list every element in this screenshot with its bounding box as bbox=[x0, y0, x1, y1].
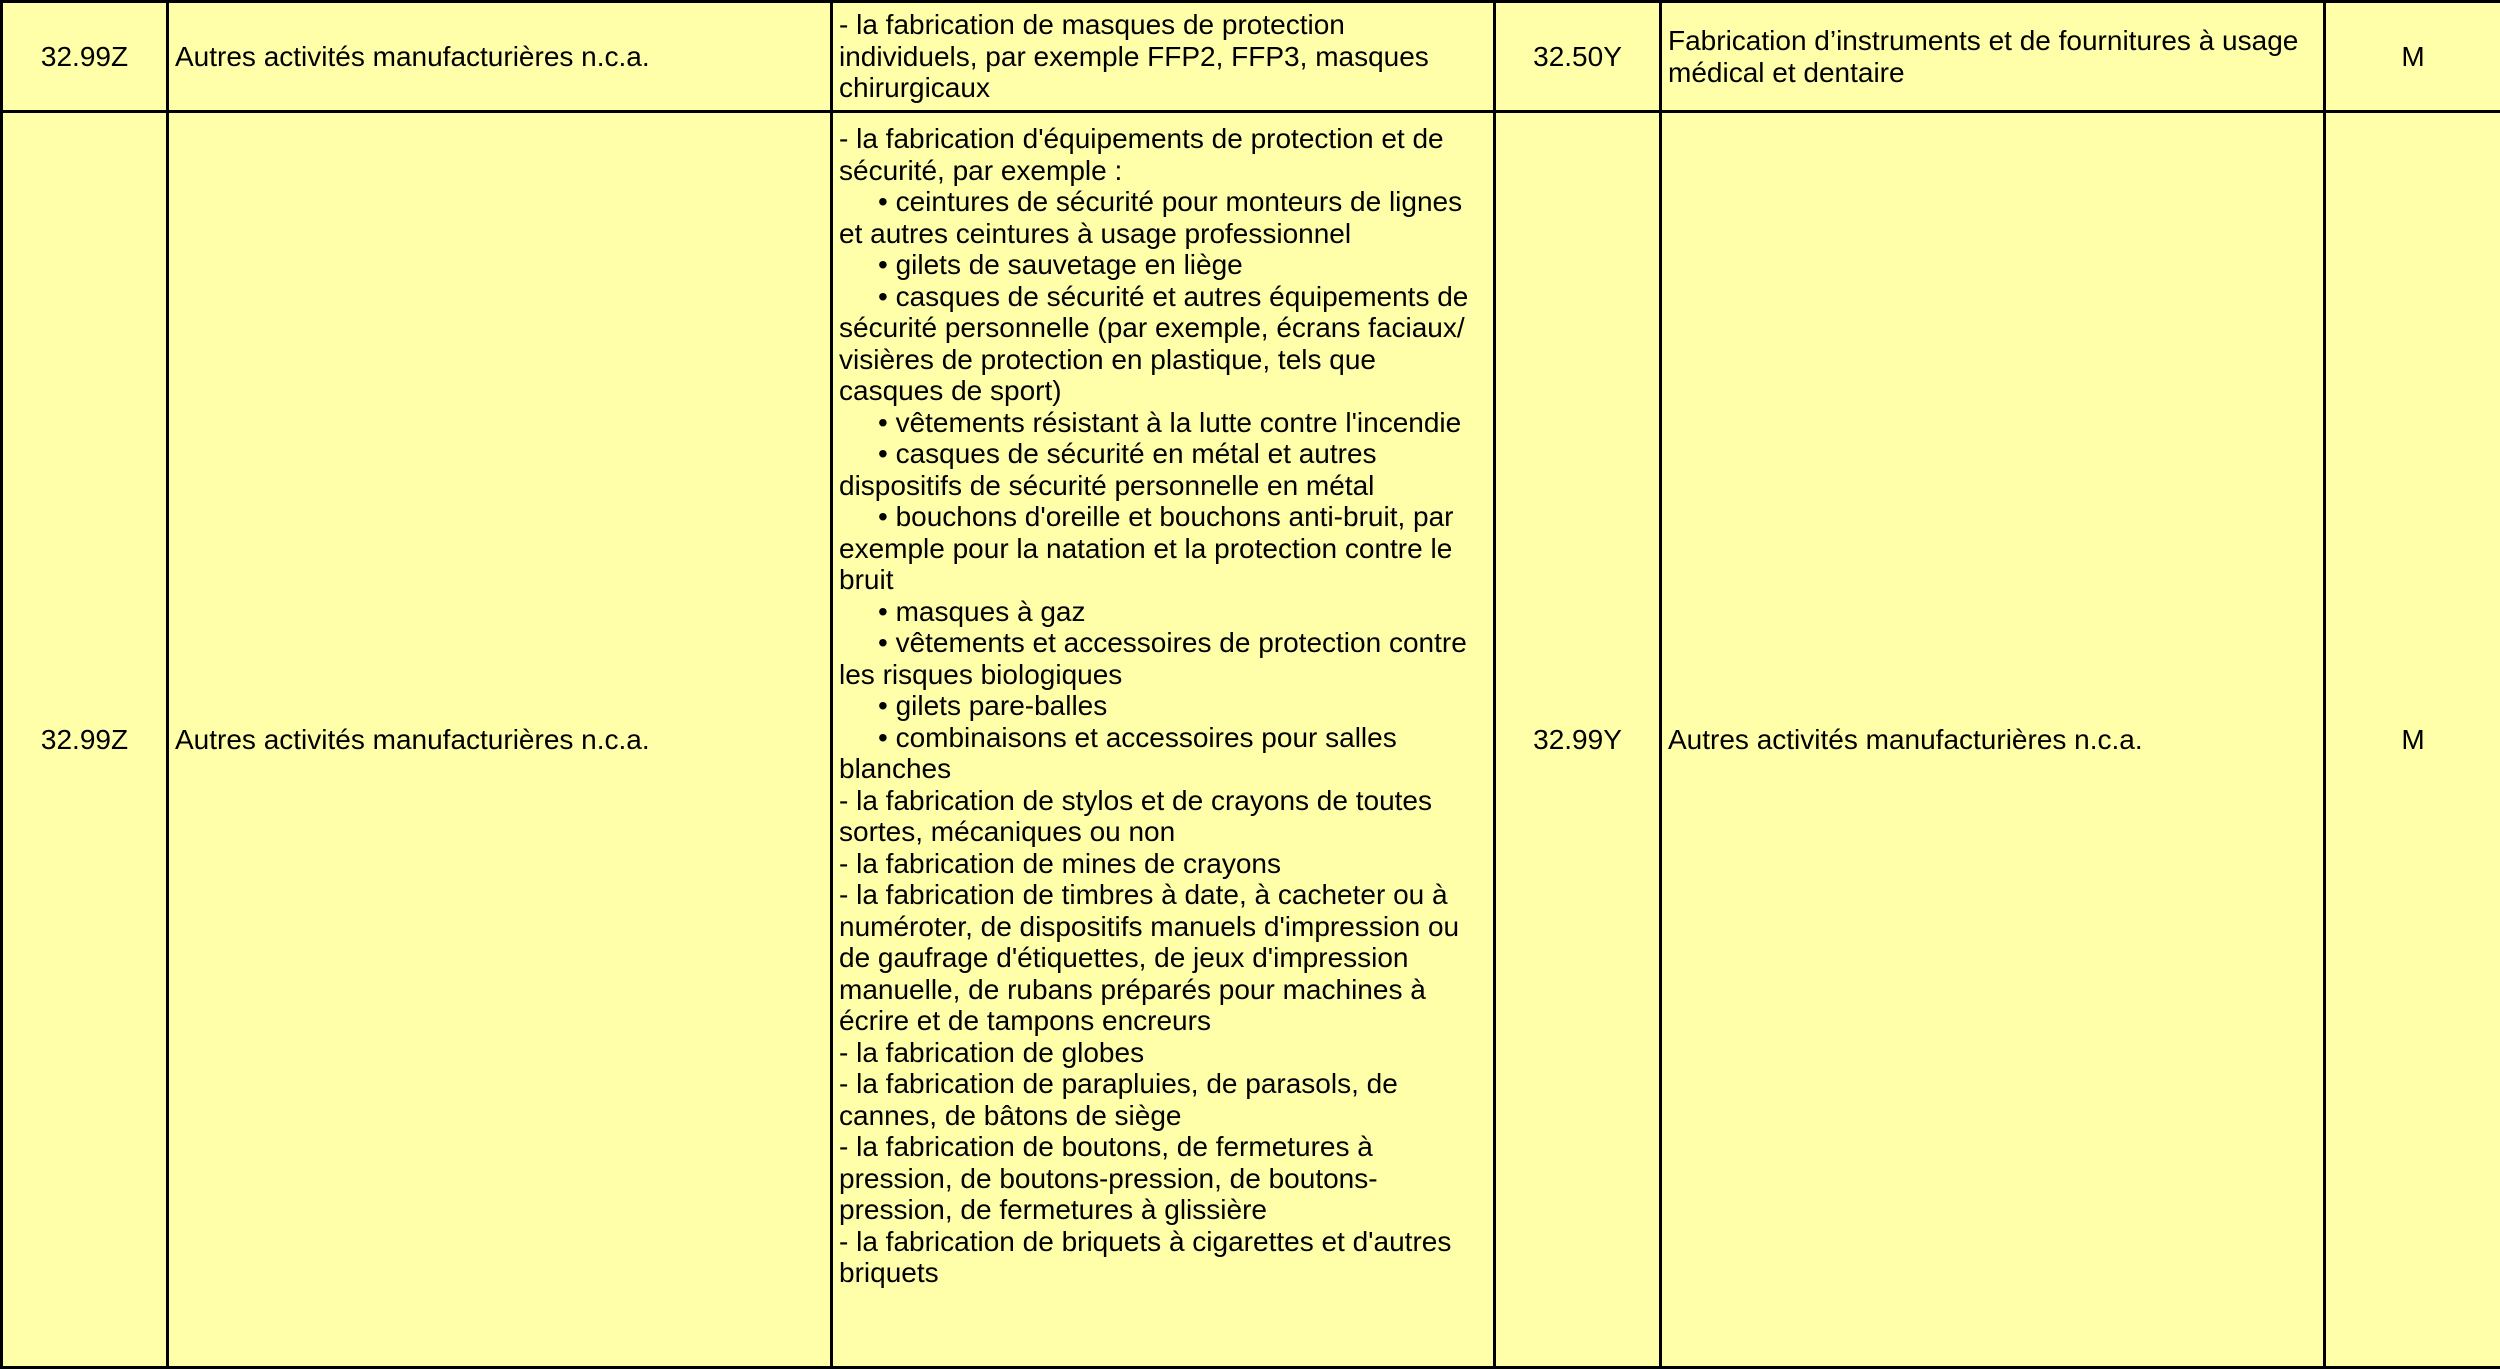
mark-cell: M bbox=[2325, 112, 2500, 1368]
description-line: - la fabrication de stylos et de crayons de toutes bbox=[839, 785, 1487, 817]
description-line: exemple pour la natation et la protection contre le bbox=[839, 533, 1487, 565]
description-line: sécurité, par exemple : bbox=[839, 155, 1487, 187]
description-line: les risques biologiques bbox=[839, 659, 1487, 691]
bullet-line: • casques de sécurité et autres équipements de bbox=[839, 281, 1487, 313]
description-line: - la fabrication de parapluies, de parasols, de bbox=[839, 1068, 1487, 1100]
new-code-cell: 32.50Y bbox=[1495, 2, 1661, 112]
new-label-cell: Autres activités manufacturières n.c.a. bbox=[1661, 112, 2325, 1368]
description-line: briquets bbox=[839, 1257, 1487, 1289]
bullet-line: • bouchons d'oreille et bouchons anti-bruit, par bbox=[839, 501, 1487, 533]
description-line: - la fabrication d'équipements de protection et de bbox=[839, 123, 1487, 155]
description-line: visières de protection en plastique, tels que bbox=[839, 344, 1487, 376]
bullet-line: • gilets pare-balles bbox=[839, 690, 1487, 722]
description-line: - la fabrication de boutons, de fermetures à bbox=[839, 1131, 1487, 1163]
old-label-cell: Autres activités manufacturières n.c.a. bbox=[168, 112, 832, 1368]
description-line: pression, de boutons-pression, de boutons- bbox=[839, 1163, 1487, 1195]
mark-cell: M bbox=[2325, 2, 2500, 112]
table-row bbox=[2, 2, 2500, 112]
old-code-cell: 32.99Z bbox=[2, 112, 168, 1368]
description-line: - la fabrication de mines de crayons bbox=[839, 848, 1487, 880]
table-row bbox=[2, 112, 2500, 1368]
description-line: individuels, par exemple FFP2, FFP3, masques bbox=[839, 41, 1487, 73]
description-cell bbox=[832, 112, 1495, 1368]
description-line: écrire et de tampons encreurs bbox=[839, 1005, 1487, 1037]
bullet-line: • combinaisons et accessoires pour salles bbox=[839, 722, 1487, 754]
bullet-line: • casques de sécurité en métal et autres bbox=[839, 438, 1487, 470]
description-cell bbox=[832, 2, 1495, 112]
description-line: chirurgicaux bbox=[839, 72, 1487, 104]
description-line: sortes, mécaniques ou non bbox=[839, 816, 1487, 848]
description-line: cannes, de bâtons de siège bbox=[839, 1100, 1487, 1132]
description-line: dispositifs de sécurité personnelle en métal bbox=[839, 470, 1487, 502]
description-line: - la fabrication de timbres à date, à cacheter ou à bbox=[839, 879, 1487, 911]
description-line: - la fabrication de globes bbox=[839, 1037, 1487, 1069]
description-line: sécurité personnelle (par exemple, écrans faciaux/ bbox=[839, 312, 1487, 344]
bullet-line: • ceintures de sécurité pour monteurs de lignes bbox=[839, 186, 1487, 218]
description-line: - la fabrication de briquets à cigarettes et d'autres bbox=[839, 1226, 1487, 1258]
bullet-line: • gilets de sauvetage en liège bbox=[839, 249, 1487, 281]
description-line: de gaufrage d'étiquettes, de jeux d'impression bbox=[839, 942, 1487, 974]
new-label-cell: Fabrication d’instruments et de fournitures à usage médical et dentaire bbox=[1661, 2, 2325, 112]
old-label-cell: Autres activités manufacturières n.c.a. bbox=[168, 2, 832, 112]
bullet-line: • masques à gaz bbox=[839, 596, 1487, 628]
description-line: et autres ceintures à usage professionnel bbox=[839, 218, 1487, 250]
description-line: manuelle, de rubans préparés pour machines à bbox=[839, 974, 1487, 1006]
description-line: numéroter, de dispositifs manuels d'impression ou bbox=[839, 911, 1487, 943]
description-line: blanches bbox=[839, 753, 1487, 785]
bullet-line: • vêtements et accessoires de protection contre bbox=[839, 627, 1487, 659]
new-code-cell: 32.99Y bbox=[1495, 112, 1661, 1368]
description-line: casques de sport) bbox=[839, 375, 1487, 407]
bullet-line: • vêtements résistant à la lutte contre l'incendie bbox=[839, 407, 1487, 439]
description-line: bruit bbox=[839, 564, 1487, 596]
description-line: pression, de fermetures à glissière bbox=[839, 1194, 1487, 1226]
description-line: - la fabrication de masques de protection bbox=[839, 9, 1487, 41]
old-code-cell: 32.99Z bbox=[2, 2, 168, 112]
